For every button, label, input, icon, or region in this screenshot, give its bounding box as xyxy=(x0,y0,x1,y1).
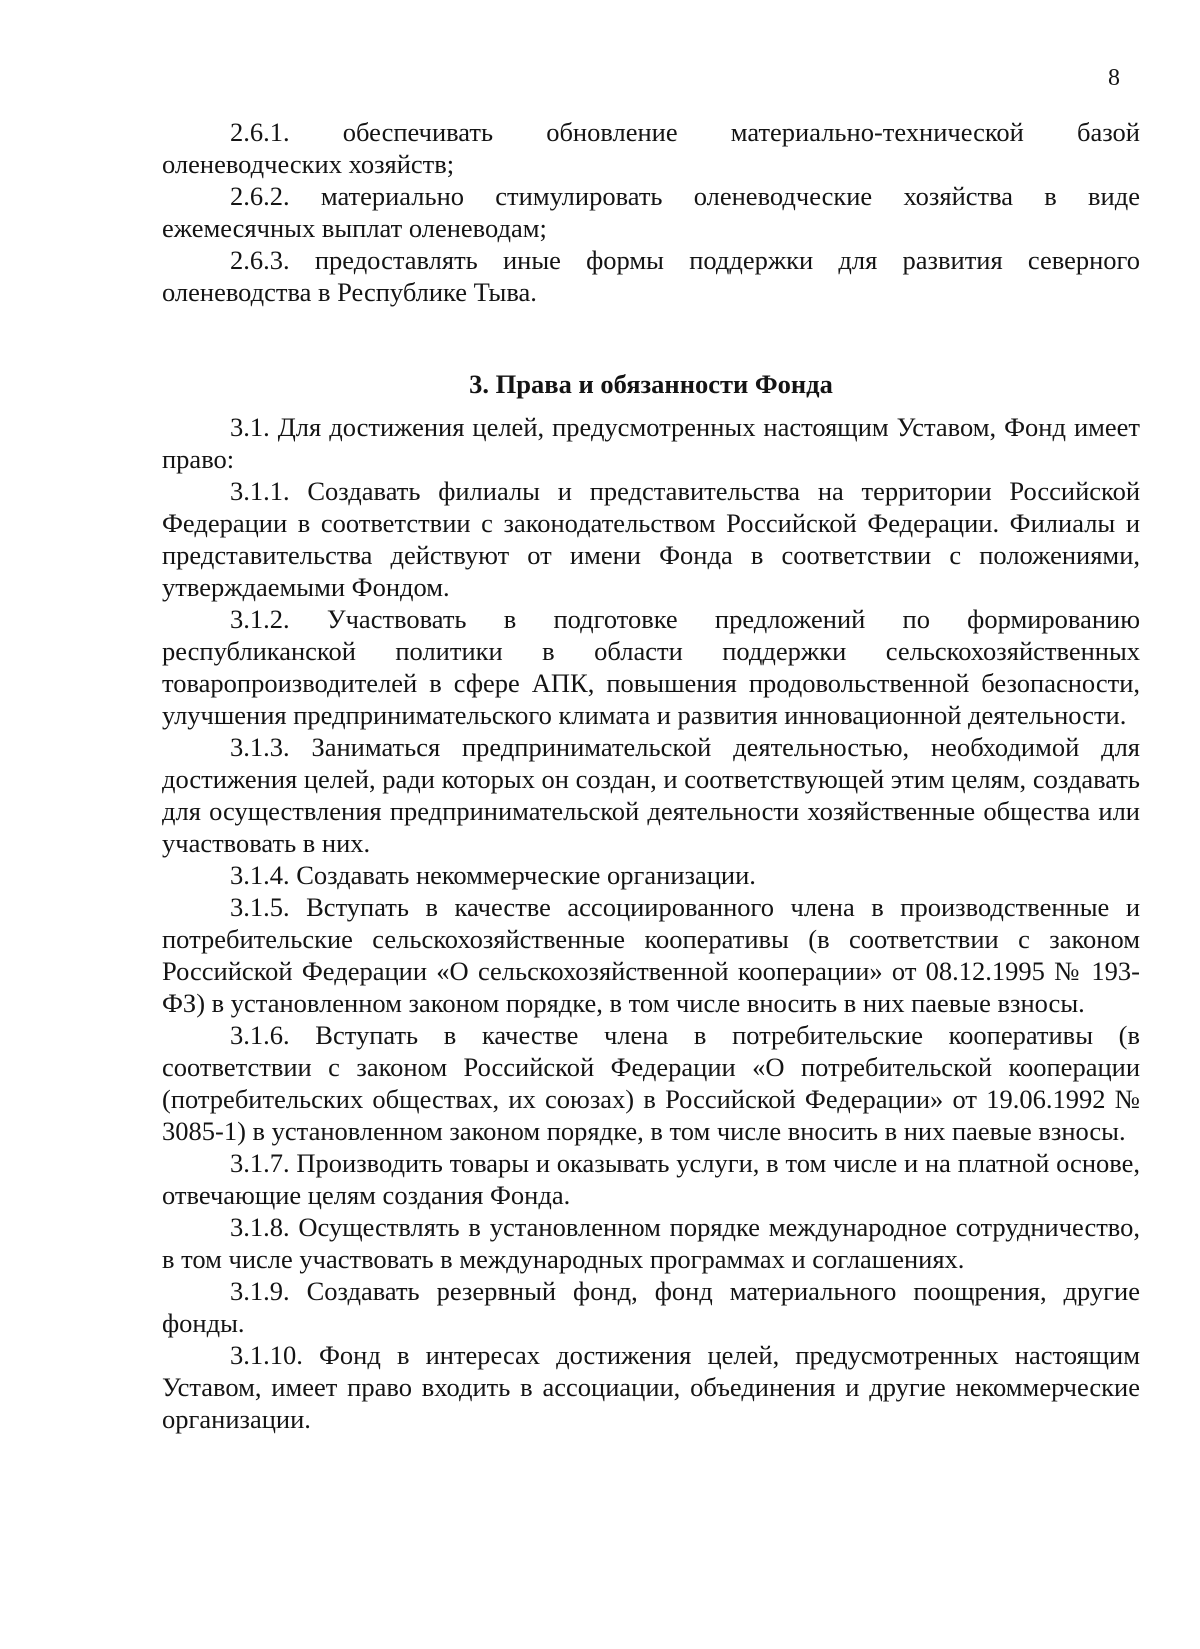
paragraph-3-1-5: 3.1.5. Вступать в качестве ассоциированного члена в производственные и потребительские сельскохозяйственные кооперативы (в соответствии с законом Российской Федерации «О сельскохозяйственной кооперации» от 08.12.1995 № 193-ФЗ) в установленном законом порядке, в том числе вносить в них паевые взносы. xyxy=(162,892,1140,1018)
section-heading: 3. Права и обязанности Фонда xyxy=(469,369,833,399)
paragraph-3-1-2: 3.1.2. Участвовать в подготовке предложений по формированию республиканской политики в области поддержки сельскохозяйственных товаропроизводителей в сфере АПК, повышения продовольственной безопасности, улучшения предпринимательского климата и развития инновационной деятельности. xyxy=(162,604,1140,730)
paragraph-3-1-3: 3.1.3. Заниматься предпринимательской деятельностью, необходимой для достижения целей, ради которых он создан, и соответствующей этим целям, создавать для осуществления предпринимательской деятельности хозяйственные общества или участвовать в них. xyxy=(162,732,1140,858)
paragraph-2-6-1: 2.6.1. обеспечивать обновление материально-технической базой оленеводческих хозяйств; xyxy=(162,117,1140,179)
paragraph-3-1-1: 3.1.1. Создавать филиалы и представительства на территории Российской Федерации в соответствии с законодательством Российской Федерации. Филиалы и представительства действуют от имени Фонда в соответствии с положениями, утверждаемыми Фондом. xyxy=(162,476,1140,602)
paragraph-2-6-3: 2.6.3. предоставлять иные формы поддержки для развития северного оленеводства в Республике Тыва. xyxy=(162,245,1140,307)
paragraph-3-1-4: 3.1.4. Создавать некоммерческие организации. xyxy=(230,860,756,890)
paragraph-3-1-9: 3.1.9. Создавать резервный фонд, фонд материального поощрения, другие фонды. xyxy=(162,1276,1140,1338)
page-number: 8 xyxy=(1108,65,1120,91)
paragraph-2-6-2: 2.6.2. материально стимулировать оленеводческие хозяйства в виде ежемесячных выплат оленеводам; xyxy=(162,181,1140,243)
paragraph-3-1: 3.1. Для достижения целей, предусмотренных настоящим Уставом, Фонд имеет право: xyxy=(162,412,1140,474)
paragraph-3-1-8: 3.1.8. Осуществлять в установленном порядке международное сотрудничество, в том числе участвовать в международных программах и соглашениях. xyxy=(162,1212,1140,1274)
paragraph-3-1-10: 3.1.10. Фонд в интересах достижения целей, предусмотренных настоящим Уставом, имеет право входить в ассоциации, объединения и другие некоммерческие организации. xyxy=(162,1340,1140,1434)
paragraph-3-1-7: 3.1.7. Производить товары и оказывать услуги, в том числе и на платной основе, отвечающие целям создания Фонда. xyxy=(162,1148,1140,1210)
document-body xyxy=(162,116,1140,1435)
paragraph-3-1-6: 3.1.6. Вступать в качестве члена в потребительские кооперативы (в соответствии с законом Российской Федерации «О потребительской кооперации (потребительских обществах, их союзах) в Российской Федерации» от 19.06.1992 № 3085-1) в установленном законом порядке, в том числе вносить в них паевые взносы. xyxy=(162,1020,1140,1146)
